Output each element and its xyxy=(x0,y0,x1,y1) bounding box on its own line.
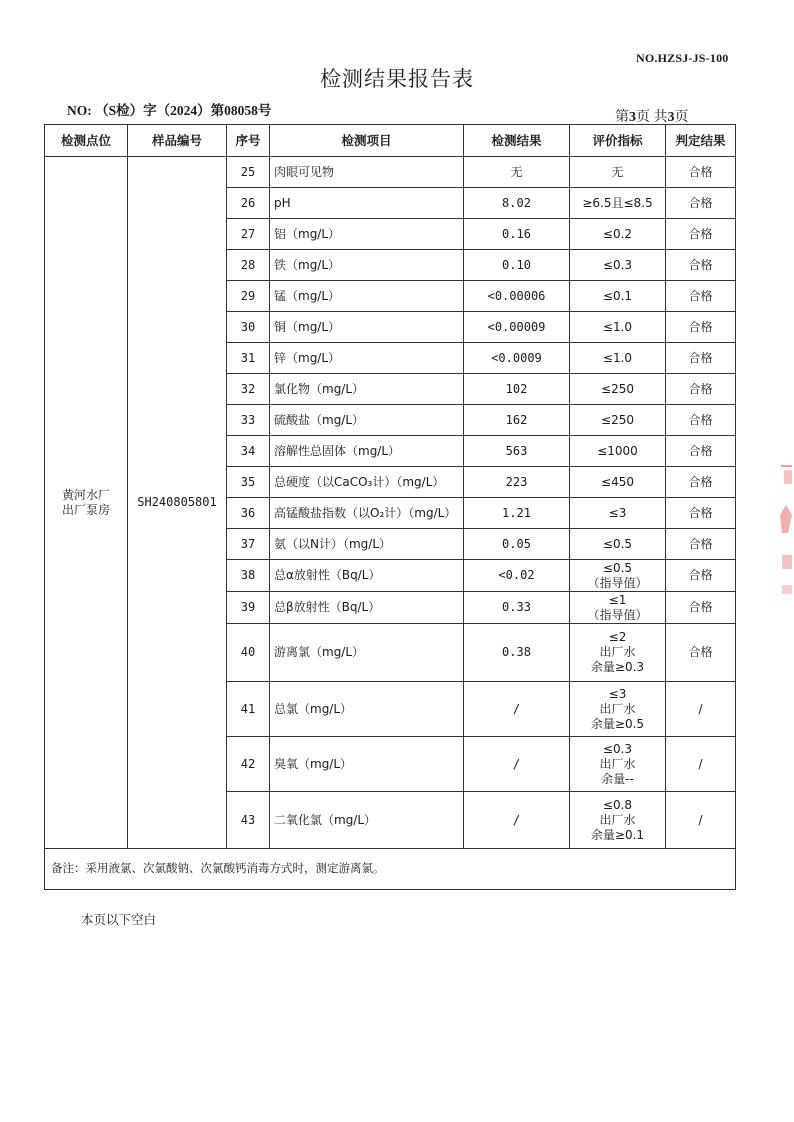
header-index: 序号 xyxy=(227,125,270,157)
spec-cell xyxy=(570,219,666,250)
verdict-cell: 合格 xyxy=(666,498,736,529)
row-index: 27 xyxy=(227,219,270,250)
test-item: 硫酸盐（mg/L） xyxy=(270,405,464,436)
verdict-cell: 合格 xyxy=(666,405,736,436)
verdict-cell: 合格 xyxy=(666,219,736,250)
test-item: 铝（mg/L） xyxy=(270,219,464,250)
spec-cell xyxy=(570,188,666,219)
row-index: 33 xyxy=(227,405,270,436)
verdict-cell: / xyxy=(666,682,736,737)
spec-cell xyxy=(570,374,666,405)
remark-row xyxy=(45,849,736,890)
row-index: 35 xyxy=(227,467,270,498)
spec-line: ≤0.5 xyxy=(602,560,633,575)
test-result: 102 xyxy=(464,374,570,405)
table-row xyxy=(45,157,736,188)
spec-cell xyxy=(570,405,666,436)
spec-line: 余量≥0.3 xyxy=(590,660,645,674)
spec-cell xyxy=(570,529,666,560)
test-result: 223 xyxy=(464,467,570,498)
page-mid: 页 共 xyxy=(636,110,668,125)
spec-line: 余量≥0.5 xyxy=(590,716,645,731)
row-index: 41 xyxy=(227,682,270,737)
spec-cell xyxy=(570,592,666,624)
test-result: 8.02 xyxy=(464,188,570,219)
spec-cell xyxy=(570,624,666,682)
verdict-cell: 合格 xyxy=(666,312,736,343)
verdict-cell: 合格 xyxy=(666,467,736,498)
test-item: 氨（以N计）（mg/L） xyxy=(270,529,464,560)
spec-line: 出厂水 xyxy=(599,701,636,716)
spec-line: 无 xyxy=(611,164,624,179)
page-suffix: 页 xyxy=(674,110,689,125)
test-result: <0.00009 xyxy=(464,312,570,343)
verdict-cell: 合格 xyxy=(666,529,736,560)
seal-stamp xyxy=(778,445,794,615)
test-result: / xyxy=(464,737,570,792)
verdict-cell: 合格 xyxy=(666,624,736,682)
test-result: <0.0009 xyxy=(464,343,570,374)
page-indicator xyxy=(615,106,689,126)
header-location: 检测点位 xyxy=(45,125,128,157)
row-index: 43 xyxy=(227,792,270,849)
test-result: 0.38 xyxy=(464,624,570,682)
test-item: 锌（mg/L） xyxy=(270,343,464,374)
row-index: 28 xyxy=(227,250,270,281)
test-item: 总氯（mg/L） xyxy=(270,682,464,737)
spec-line: 出厂水 xyxy=(599,756,636,771)
header-spec: 评价指标 xyxy=(570,125,666,157)
spec-cell xyxy=(570,792,666,849)
spec-cell xyxy=(570,560,666,592)
row-index: 26 xyxy=(227,188,270,219)
header-sample-no: 样品编号 xyxy=(128,125,227,157)
test-result: 1.21 xyxy=(464,498,570,529)
document-code: NO.HZSJ-JS-100 xyxy=(636,51,729,65)
spec-line: （指导值） xyxy=(587,607,648,622)
verdict-cell: 合格 xyxy=(666,188,736,219)
row-index: 39 xyxy=(227,592,270,624)
header-item: 检测项目 xyxy=(270,125,464,157)
spec-line: ≤2 xyxy=(608,630,627,644)
spec-line: ≤0.1 xyxy=(602,288,633,303)
spec-line: ≤1 xyxy=(608,592,627,607)
verdict-cell: / xyxy=(666,737,736,792)
test-item: 总β放射性（Bq/L） xyxy=(270,592,464,624)
spec-cell xyxy=(570,682,666,737)
spec-cell xyxy=(570,312,666,343)
spec-line: ≤0.5 xyxy=(602,536,633,551)
location-line: 黄河水厂 xyxy=(61,488,110,503)
verdict-cell: 合格 xyxy=(666,560,736,592)
test-result: / xyxy=(464,792,570,849)
spec-line: ≤0.8 xyxy=(602,797,633,812)
verdict-cell: 合格 xyxy=(666,281,736,312)
test-result: 0.05 xyxy=(464,529,570,560)
verdict-cell: 合格 xyxy=(666,374,736,405)
page-title: 检测结果报告表 xyxy=(320,67,474,91)
spec-cell xyxy=(570,250,666,281)
spec-line: （指导值） xyxy=(587,575,648,590)
location-cell xyxy=(45,157,128,849)
test-item: 总硬度（以CaCO₃计）（mg/L） xyxy=(270,467,464,498)
header-result: 检测结果 xyxy=(464,125,570,157)
test-result: 无 xyxy=(464,157,570,188)
header-verdict: 判定结果 xyxy=(666,125,736,157)
test-item: 铜（mg/L） xyxy=(270,312,464,343)
location-line: 出厂泵房 xyxy=(61,502,110,517)
spec-line: ≤0.3 xyxy=(602,257,633,272)
blank-page-note: 本页以下空白 xyxy=(81,912,157,927)
test-item: 总α放射性（Bq/L） xyxy=(270,560,464,592)
spec-line: 余量-- xyxy=(601,771,634,786)
spec-cell xyxy=(570,281,666,312)
test-item: 氯化物（mg/L） xyxy=(270,374,464,405)
verdict-cell: / xyxy=(666,792,736,849)
test-result: 162 xyxy=(464,405,570,436)
verdict-cell: 合格 xyxy=(666,343,736,374)
spec-line: ≤0.3 xyxy=(602,741,633,756)
row-index: 37 xyxy=(227,529,270,560)
row-index: 30 xyxy=(227,312,270,343)
remark-text: 备注：采用液氯、次氯酸钠、次氯酸钙消毒方式时，测定游离氯。 xyxy=(45,849,736,890)
spec-cell xyxy=(570,467,666,498)
row-index: 34 xyxy=(227,436,270,467)
spec-cell xyxy=(570,498,666,529)
test-item: 锰（mg/L） xyxy=(270,281,464,312)
row-index: 25 xyxy=(227,157,270,188)
test-result: <0.00006 xyxy=(464,281,570,312)
test-item: 二氧化氯（mg/L） xyxy=(270,792,464,849)
spec-cell xyxy=(570,343,666,374)
test-result: 0.33 xyxy=(464,592,570,624)
sample-number-cell: SH240805801 xyxy=(128,157,227,849)
test-item: 肉眼可见物 xyxy=(270,157,464,188)
test-item: 臭氧（mg/L） xyxy=(270,737,464,792)
row-index: 29 xyxy=(227,281,270,312)
row-index: 38 xyxy=(227,560,270,592)
test-result: 0.10 xyxy=(464,250,570,281)
test-item: 溶解性总固体（mg/L） xyxy=(270,436,464,467)
spec-line: ≤1000 xyxy=(597,443,638,458)
verdict-cell: 合格 xyxy=(666,250,736,281)
row-index: 42 xyxy=(227,737,270,792)
spec-line: ≤3 xyxy=(608,686,627,701)
page-prefix: 第 xyxy=(615,110,629,125)
test-item: 高锰酸盐指数（以O₂计）（mg/L） xyxy=(270,498,464,529)
page-total: 3 xyxy=(667,110,675,125)
row-index: 40 xyxy=(227,624,270,682)
row-index: 36 xyxy=(227,498,270,529)
test-item: pH xyxy=(270,188,464,219)
verdict-cell: 合格 xyxy=(666,157,736,188)
spec-line: ≤3 xyxy=(608,505,627,520)
report-number: NO: （S检）字（2024）第08058号 xyxy=(67,103,272,118)
page-current: 3 xyxy=(629,110,636,125)
table-header-row xyxy=(45,125,736,157)
spec-line: ≤1.0 xyxy=(602,319,633,334)
spec-line: 出厂水 xyxy=(599,645,636,659)
spec-line: ≤0.2 xyxy=(602,226,633,241)
spec-line: 出厂水 xyxy=(599,812,636,827)
result-table xyxy=(44,124,736,890)
test-result: 563 xyxy=(464,436,570,467)
table-body xyxy=(45,157,736,890)
row-index: 32 xyxy=(227,374,270,405)
test-result: / xyxy=(464,682,570,737)
spec-cell xyxy=(570,436,666,467)
test-item: 铁（mg/L） xyxy=(270,250,464,281)
test-result: 0.16 xyxy=(464,219,570,250)
verdict-cell: 合格 xyxy=(666,436,736,467)
spec-cell xyxy=(570,737,666,792)
test-result: <0.02 xyxy=(464,560,570,592)
spec-line: 余量≥0.1 xyxy=(590,827,645,842)
spec-cell xyxy=(570,157,666,188)
spec-line: ≥6.5且≤8.5 xyxy=(582,195,653,210)
spec-line: ≤250 xyxy=(601,381,634,396)
spec-line: ≤1.0 xyxy=(602,350,633,365)
spec-line: ≤250 xyxy=(601,412,634,427)
spec-line: ≤450 xyxy=(601,474,634,489)
test-item: 游离氯（mg/L） xyxy=(270,624,464,682)
row-index: 31 xyxy=(227,343,270,374)
verdict-cell: 合格 xyxy=(666,592,736,624)
